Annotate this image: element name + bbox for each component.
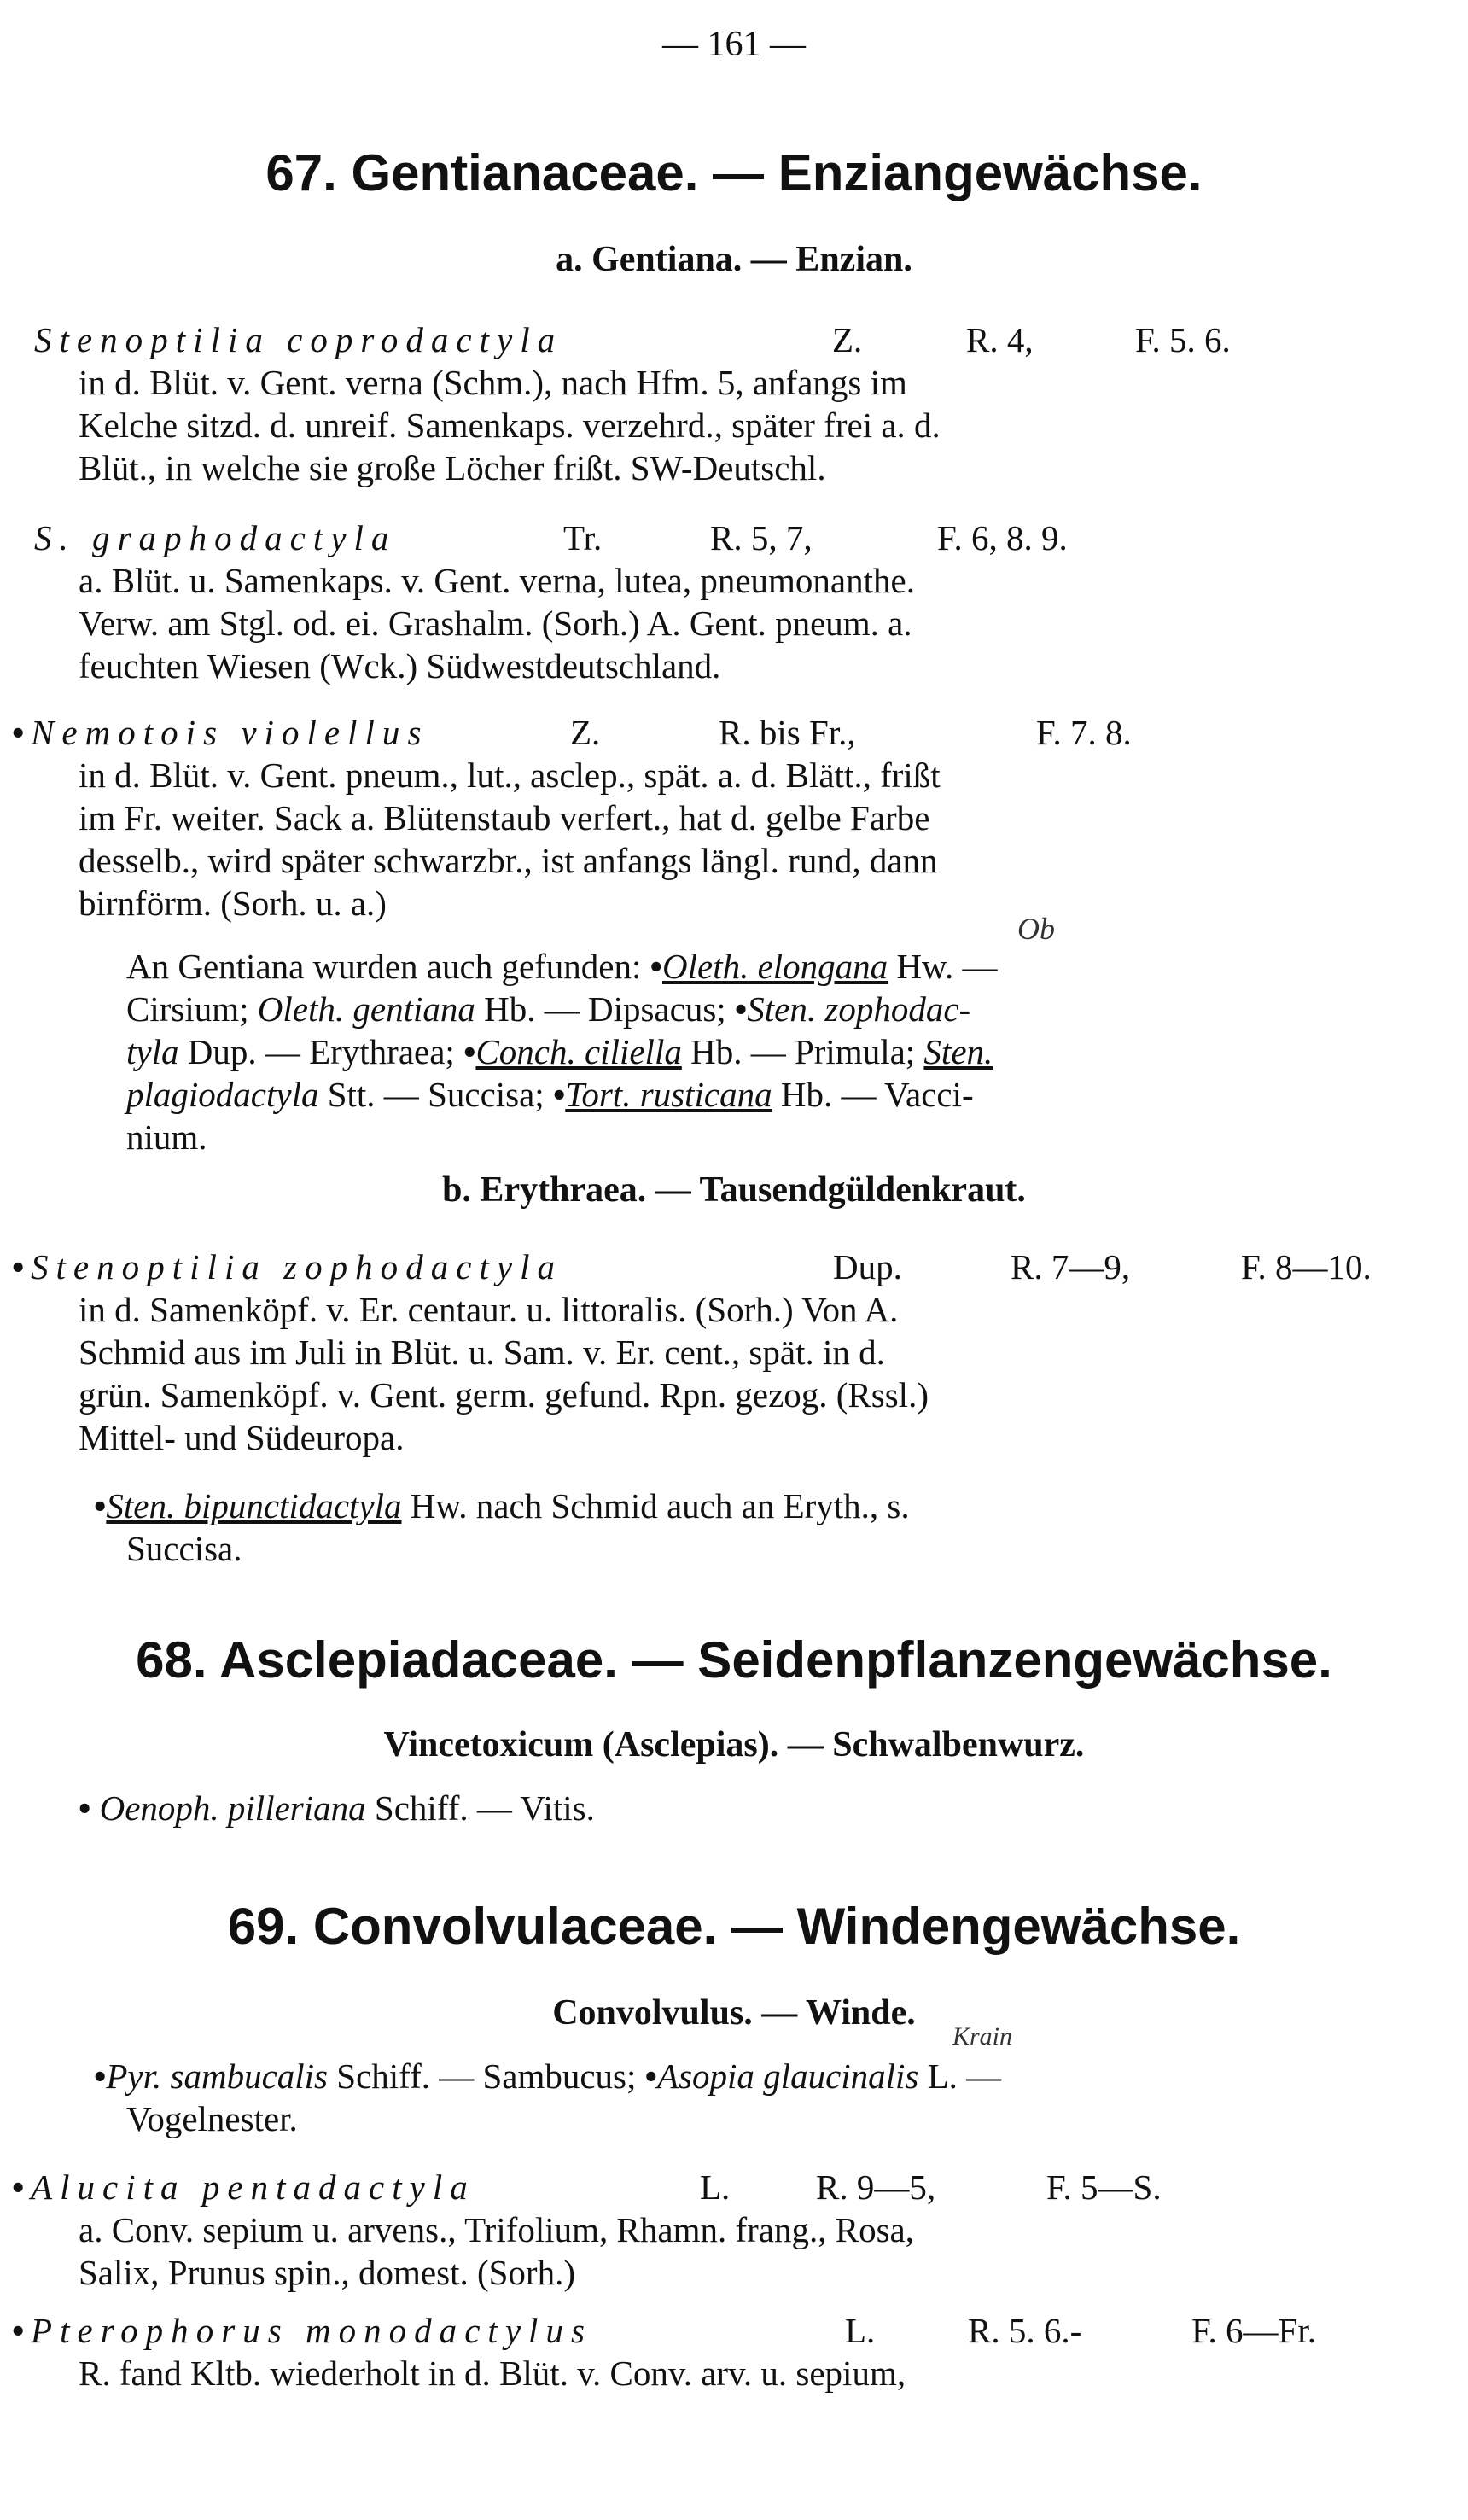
entry-text-line: im Fr. weiter. Sack a. Blütenstaub verfert., hat d. gelbe Farbe [79, 798, 930, 837]
species-ref-cont: tyla [126, 1032, 179, 1071]
plant-ref: Succisa; [428, 1075, 545, 1114]
species-ref: Sten. bipunctidactyla [106, 1486, 402, 1525]
also-found-line: plagiodactyla Stt. — Succisa; •Tort. rusticana Hb. — Vacci- [126, 1075, 974, 1114]
page-number: — 161 — [662, 25, 806, 64]
bullet-marker: • [734, 989, 748, 1029]
entry-header [34, 517, 1451, 558]
entry-header [12, 2167, 1451, 2208]
species-author: L. [700, 2167, 731, 2207]
plant-ref: Cirsium; [126, 989, 249, 1029]
rearing-months: R. 5, 7, [710, 518, 813, 557]
note-text: Schiff. — Sambucus; [336, 2056, 637, 2096]
section-69-title: 69. Convolvulaceae. — Windengewächse. [227, 1898, 1241, 1955]
flight-months: F. 6, 8. 9. [937, 518, 1068, 557]
also-found-line: nium. [126, 1117, 207, 1157]
flight-months: F. 8—10. [1241, 1247, 1372, 1286]
also-found-line: Succisa. [126, 1529, 242, 1568]
plant-ref: Dipsacus; [587, 989, 726, 1029]
entry-text-line: a. Conv. sepium u. arvens., Trifolium, Rhamn. frang., Rosa, [79, 2210, 914, 2249]
bullet-marker: • [12, 2311, 25, 2350]
entry-header [34, 319, 1451, 360]
bullet-marker: • [94, 2056, 107, 2096]
rearing-months: R. 4, [966, 320, 1034, 359]
plant-ref: Primula; [794, 1032, 916, 1071]
entry-header [12, 2310, 1451, 2351]
entry-text-line: R. fand Kltb. wiederholt in d. Blüt. v. Conv. arv. u. sepium, [79, 2354, 906, 2393]
entry-text-line: a. Blüt. u. Samenkaps. v. Gent. verna, lutea, pneumonanthe. [79, 561, 915, 600]
entry-text-line: grün. Samenköpf. v. Gent. germ. gefund. Rpn. gezog. (Rssl.) [79, 1375, 929, 1415]
species-name: Stenoptilia zophodactyla [31, 1247, 563, 1286]
entry-header [12, 712, 1451, 753]
also-found-lead: An Gentiana wurden auch gefunden: [126, 947, 642, 986]
rearing-months: R. bis Fr., [719, 713, 856, 752]
species-name: Alucita pentadactyla [31, 2167, 475, 2207]
section-67-title: 67. Gentianaceae. — Enziangewächse. [265, 144, 1203, 201]
note-text: L. — [927, 2056, 1002, 2096]
handwritten-krain-mark: Krain [952, 2022, 1013, 2050]
bullet-marker: • [12, 713, 25, 752]
species-ref: Oenoph. pilleriana [99, 1788, 366, 1828]
species-ref-cont: plagiodactyla [126, 1075, 319, 1114]
species-author: L. [845, 2311, 876, 2350]
flight-months: F. 6—Fr. [1191, 2311, 1316, 2350]
species-ref: Conch. ciliella [475, 1032, 682, 1071]
section-68-title: 68. Asclepiadaceae. — Seidenpflanzengewächse. [136, 1631, 1332, 1689]
entry-text-line: in d. Blüt. v. Gent. verna (Schm.), nach Hfm. 5, anfangs im [79, 363, 907, 402]
rearing-months: R. 9—5, [816, 2167, 936, 2207]
entry-text-line: feuchten Wiesen (Wck.) Südwestdeutschland. [79, 646, 721, 685]
bullet-marker: • [79, 1788, 91, 1828]
plant-ref: Vacci- [883, 1075, 974, 1114]
bullet-marker: • [650, 947, 662, 986]
entry-text-line: desselb., wird später schwarzbr., ist anfangs längl. rund, dann [79, 841, 938, 880]
species-name: Pterophorus monodactylus [31, 2311, 592, 2350]
subsection-gentiana-title: a. Gentiana. — Enzian. [556, 240, 912, 279]
flight-months: F. 7. 8. [1036, 713, 1132, 752]
section-69-subtitle: Convolvulus. — Winde. [552, 1993, 916, 2033]
handwritten-ob-mark: Ob [1017, 912, 1055, 946]
species-name: S. graphodactyla [34, 518, 397, 557]
bullet-marker: • [12, 2167, 25, 2207]
bullet-marker: • [94, 1486, 107, 1525]
also-found-line [79, 1788, 595, 1829]
species-author: Z. [832, 320, 863, 359]
entry-text-line: birnförm. (Sorh. u. a.) [79, 884, 387, 923]
entry-text-line: Schmid aus im Juli in Blüt. u. Sam. v. Er. cent., spät. in d. [79, 1333, 885, 1372]
entry-header [12, 1246, 1451, 1287]
entry-text-line: Kelche sitzd. d. unreif. Samenkaps. verzehrd., später frei a. d. [79, 405, 941, 445]
species-ref: Pyr. sambucalis [106, 2056, 329, 2096]
species-ref: Asopia glaucinalis [657, 2056, 919, 2096]
entry-text-line: Verw. am Stgl. od. ei. Grashalm. (Sorh.) A. Gent. pneum. a. [79, 604, 912, 643]
bullet-marker: • [463, 1032, 476, 1071]
entry-text-line: Mittel- und Südeuropa. [79, 1418, 405, 1457]
also-found-line: Cirsium; Oleth. gentiana Hb. — Dipsacus; •Sten. zophodac- [126, 989, 971, 1029]
note-text: Schiff. — Vitis. [374, 1788, 595, 1828]
bullet-marker: • [644, 2056, 658, 2096]
also-found-line: tyla Dup. — Erythraea; •Conch. ciliella Hb. — Primula; Sten. [126, 1032, 993, 1071]
species-ref: Sten. zophodac- [747, 989, 971, 1029]
bullet-marker: • [552, 1075, 566, 1114]
bullet-marker: • [12, 1247, 25, 1286]
species-author: Dup. [833, 1247, 902, 1286]
flight-months: F. 5—S. [1046, 2167, 1162, 2207]
flight-months: F. 5. 6. [1135, 320, 1231, 359]
species-ref: Tort. rusticana [565, 1075, 772, 1114]
note-text: Hw. nach Schmid auch an Eryth., s. [410, 1486, 910, 1525]
subsection-erythraea-title: b. Erythraea. — Tausendgüldenkraut. [442, 1170, 1026, 1210]
plant-ref: Erythraea; [309, 1032, 455, 1071]
entry-text-line: Blüt., in welche sie große Löcher frißt. SW-Deutschl. [79, 448, 826, 487]
section-68-subtitle: Vincetoxicum (Asclepias). — Schwalbenwurz. [383, 1725, 1085, 1765]
also-found-line [94, 2056, 1001, 2097]
entry-text-line: Salix, Prunus spin., domest. (Sorh.) [79, 2253, 575, 2292]
species-ref: Oleth. elongana [662, 947, 888, 986]
species-name: Nemotois violellus [31, 713, 429, 752]
also-found-line [94, 1485, 910, 1526]
rearing-months: R. 5. 6.- [968, 2311, 1082, 2350]
also-found-line: An Gentiana wurden auch gefunden: •Oleth. elongana Hw. — [126, 947, 998, 986]
also-found-line: Vogelnester. [126, 2099, 298, 2138]
rearing-months: R. 7—9, [1011, 1247, 1131, 1286]
entry-text-line: in d. Samenköpf. v. Er. centaur. u. littoralis. (Sorh.) Von A. [79, 1290, 899, 1329]
species-author: Tr. [563, 518, 603, 557]
species-ref: Sten. [923, 1032, 993, 1071]
species-author: Z. [570, 713, 601, 752]
species-ref: Oleth. gentiana [257, 989, 475, 1029]
species-name: Stenoptilia coprodactyla [34, 320, 563, 359]
entry-text-line: in d. Blüt. v. Gent. pneum., lut., asclep., spät. a. d. Blätt., frißt [79, 755, 941, 795]
